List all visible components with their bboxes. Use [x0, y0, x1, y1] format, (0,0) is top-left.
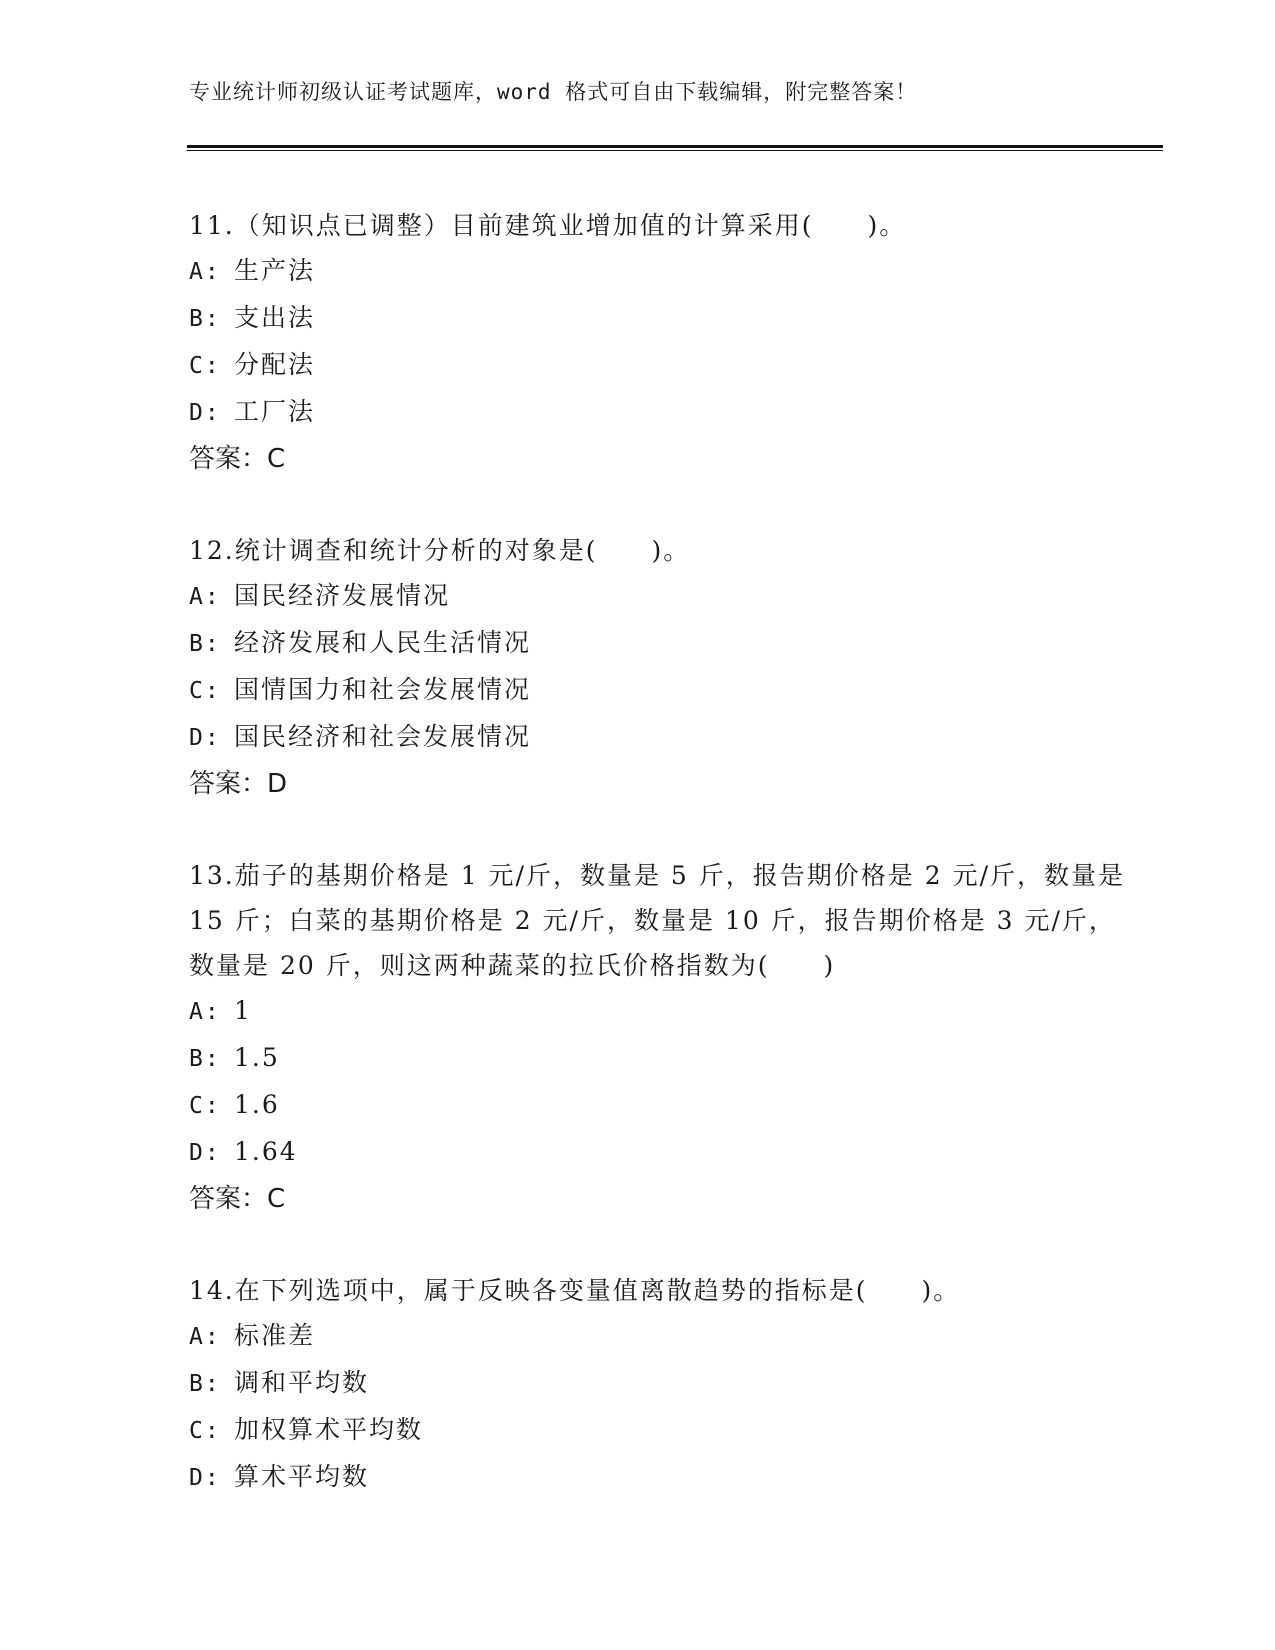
- option-c: [189, 667, 1129, 714]
- option-text: 1.64: [234, 1137, 298, 1166]
- answer-line: 答案：C: [189, 444, 286, 474]
- question-stem: 12.统计调查和统计分析的对象是( )。: [189, 536, 691, 565]
- question-11: [189, 203, 1129, 482]
- option-text: 标准差: [234, 1321, 316, 1350]
- option-text: 1: [234, 996, 252, 1025]
- option-text: 工厂法: [234, 397, 316, 426]
- page-header: 专业统计师初级认证考试题库，word 格式可自由下载编辑，附完整答案！: [189, 80, 918, 104]
- option-b: [189, 295, 1129, 342]
- option-b: [189, 620, 1129, 667]
- option-d: [189, 1129, 1129, 1176]
- option-letter: C:: [189, 678, 221, 704]
- option-b: [189, 1360, 1129, 1407]
- option-d: [189, 389, 1129, 436]
- question-13: [189, 853, 1129, 1222]
- option-letter: A:: [189, 1324, 221, 1350]
- header-rule-thin: [187, 150, 1163, 151]
- option-letter: B:: [189, 1371, 221, 1397]
- option-letter: A:: [189, 999, 221, 1025]
- option-text: 经济发展和人民生活情况: [234, 628, 532, 657]
- question-stem: 14.在下列选项中，属于反映各变量值离散趋势的指标是( )。: [189, 1276, 961, 1305]
- option-letter: A:: [189, 259, 221, 285]
- option-letter: D:: [189, 725, 221, 751]
- option-c: [189, 342, 1129, 389]
- option-letter: D:: [189, 1140, 221, 1166]
- option-text: 1.6: [234, 1090, 280, 1119]
- option-text: 生产法: [234, 256, 316, 285]
- option-c: [189, 1082, 1129, 1129]
- option-letter: C:: [189, 1418, 221, 1444]
- option-a: [189, 248, 1129, 295]
- option-letter: C:: [189, 1093, 221, 1119]
- option-text: 国民经济和社会发展情况: [234, 722, 532, 751]
- option-text: 国民经济发展情况: [234, 581, 451, 610]
- option-d: [189, 714, 1129, 761]
- option-text: 加权算术平均数: [234, 1415, 424, 1444]
- option-text: 1.5: [234, 1043, 280, 1072]
- option-d: [189, 1454, 1129, 1501]
- question-12: [189, 528, 1129, 807]
- question-list: [189, 203, 1129, 1547]
- option-a: [189, 573, 1129, 620]
- option-letter: D:: [189, 400, 221, 426]
- option-text: 分配法: [234, 350, 316, 379]
- question-14: [189, 1268, 1129, 1501]
- option-letter: D:: [189, 1465, 221, 1491]
- option-letter: B:: [189, 631, 221, 657]
- header-rule-thick: [187, 145, 1163, 148]
- question-stem: 13.茄子的基期价格是 1 元/斤，数量是 5 斤，报告期价格是 2 元/斤，数量是 15 斤；白菜的基期价格是 2 元/斤，数量是 10 斤，报告期价格是 3 元/斤，数量是 20 斤，则这两种蔬菜的拉氏价格指数为( ): [189, 861, 1126, 980]
- option-letter: B:: [189, 1046, 221, 1072]
- option-letter: C:: [189, 353, 221, 379]
- option-letter: B:: [189, 306, 221, 332]
- option-text: 调和平均数: [234, 1368, 370, 1397]
- option-letter: A:: [189, 584, 221, 610]
- option-a: [189, 1313, 1129, 1360]
- option-text: 算术平均数: [234, 1462, 370, 1491]
- option-c: [189, 1407, 1129, 1454]
- question-stem: 11.（知识点已调整）目前建筑业增加值的计算采用( )。: [189, 211, 907, 240]
- option-b: [189, 1035, 1129, 1082]
- answer-line: 答案：C: [189, 1184, 286, 1214]
- option-text: 国情国力和社会发展情况: [234, 675, 532, 704]
- option-a: [189, 988, 1129, 1035]
- option-text: 支出法: [234, 303, 316, 332]
- answer-line: 答案：D: [189, 769, 288, 799]
